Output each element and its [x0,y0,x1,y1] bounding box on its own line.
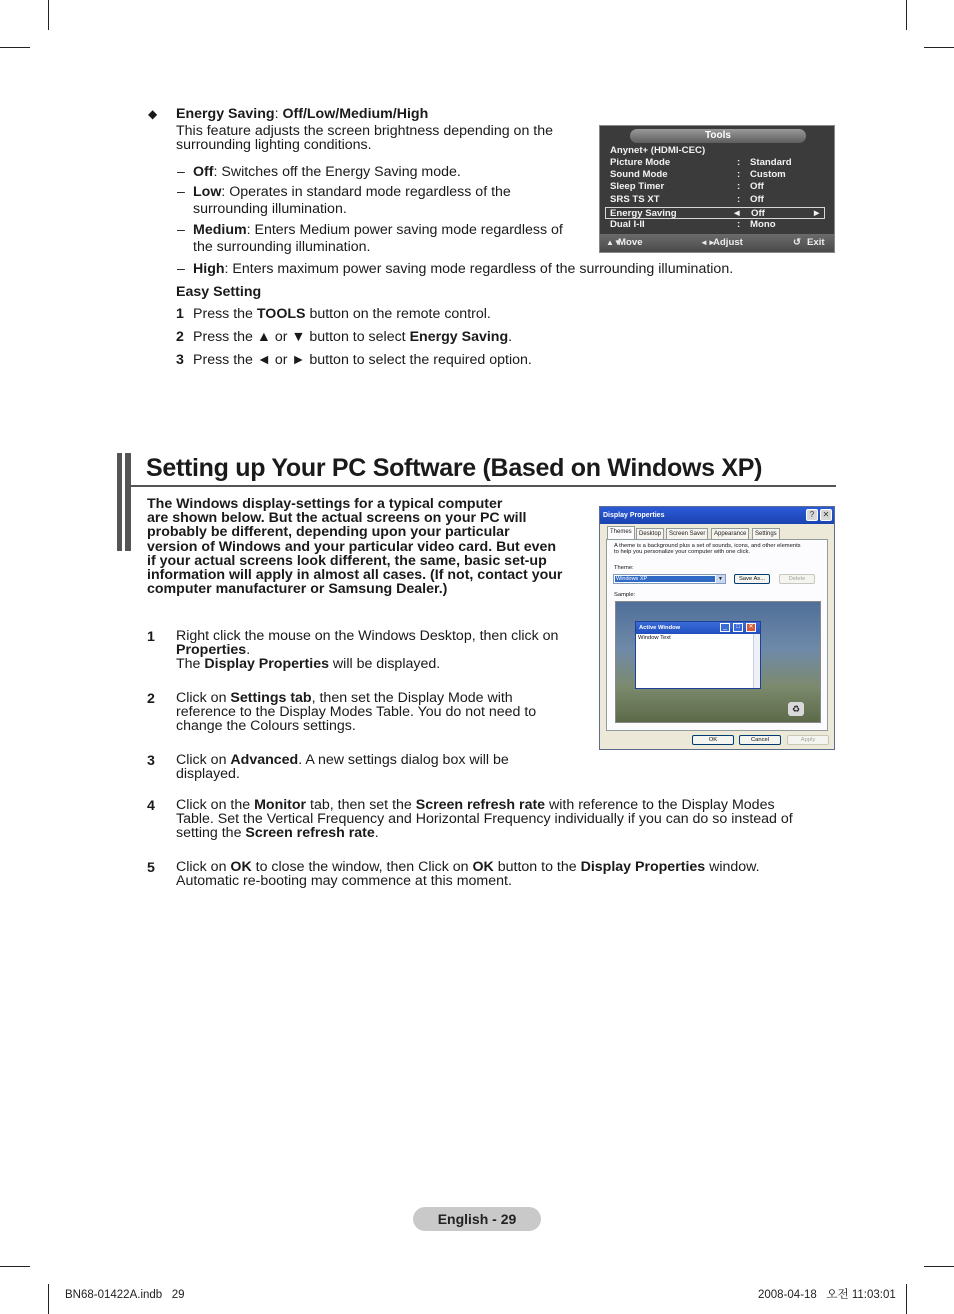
osd-row-value: Custom [750,169,786,180]
step-text: Click on the [176,797,255,813]
theme-desc-line: A theme is a background plus a set of sounds, icons, and other elements [614,543,801,549]
osd-row-label: Sleep Timer [610,181,665,192]
option-text: : Enters Medium power saving mode regardless of [246,222,563,238]
save-as-button[interactable]: Save As... [734,574,770,584]
maximize-icon: □ [733,623,743,632]
osd-footer-exit: Exit [807,237,825,248]
step-text: setting the [176,825,246,842]
tab-appearance[interactable]: Appearance [711,528,749,539]
scrollbar [753,634,760,688]
option-text-cont: the surrounding illumination. [193,239,371,256]
section-intro [147,497,562,596]
delete-button[interactable]: Delete [779,574,815,584]
step-bold: TOOLS [256,306,306,322]
option-text: : Switches off the Energy Saving mode. [213,164,461,180]
intro-line: The Windows display-settings for a typical computer [147,496,503,512]
step-number: 1 [176,306,184,322]
osd-row-label: Energy Saving [610,208,677,219]
dash: – [177,261,185,277]
step-text: with reference to the Display Modes [545,797,775,813]
easy-step-1 [176,305,491,324]
crop-mark [924,47,954,48]
osd-row-value: Off [751,208,765,219]
option-text: : Enters maximum power saving mode regardless of the surrounding illumination. [224,261,734,277]
osd-title: Tools [630,129,806,143]
step-line: displayed. [176,766,240,783]
step-text: . [246,642,251,659]
step-number: 3 [176,352,184,368]
up-down-arrow-icon: ▲▼ [606,238,622,247]
energy-option-medium [177,221,563,256]
intro-line: probably be different, depending upon your particular [147,524,510,541]
active-window-title: Active Window [636,622,760,634]
step-bold: Display Properties [204,656,329,673]
file-info: BN68-01422A.indb 29 [65,1289,185,1301]
pc-step-2 [147,690,537,735]
easy-step-3 [176,351,532,370]
energy-heading-sep: : [274,106,283,122]
theme-select[interactable] [613,574,726,584]
close-icon: ✕ [746,623,756,632]
dash: – [177,222,185,238]
energy-option-off [177,163,461,182]
intro-line: version of Windows and your particular video card. But even [147,538,557,555]
dash: – [177,184,185,200]
crop-mark [48,1284,49,1314]
energy-desc-line: This feature adjusts the screen brightness depending on the [176,123,554,139]
tab-themes[interactable]: Themes [607,526,635,539]
osd-row-value: Off [750,194,764,205]
step-text: . [508,329,513,345]
energy-bullet: ◆ [148,107,158,121]
osd-row-label: Picture Mode [610,157,671,168]
step-text: Click on [176,752,231,768]
theme-sample-preview [615,601,821,723]
minimize-icon: _ [720,623,730,632]
crop-mark [906,0,907,30]
option-term: Off [193,164,214,180]
step-bold: Advanced [230,752,299,768]
step-text: Press the [193,306,257,322]
return-icon: ↺ [793,237,802,248]
help-button[interactable]: ? [806,509,818,521]
dash: – [177,164,185,180]
osd-row-label: Sound Mode [610,169,668,180]
step-bold: Monitor [254,797,307,813]
osd-row-value: Standard [750,157,792,168]
step-line [176,753,509,767]
easy-step-2 [176,328,513,347]
energy-heading [176,105,428,124]
energy-desc-line: surrounding lighting conditions. [176,137,372,154]
osd-footer-move: Move [618,237,643,248]
energy-option-high [177,260,734,279]
energy-heading-options: Off/Low/Medium/High [282,106,429,122]
tools-osd-menu [599,125,835,253]
theme-select-value: Windows XP [615,576,715,582]
step-number: 2 [176,329,184,345]
step-line [176,826,793,840]
osd-row[interactable] [609,181,827,193]
step-bold: Properties [176,642,247,659]
intro-line: are shown below. But the actual screens on your PC will [147,510,527,527]
crop-mark [924,1266,954,1267]
tab-screen-saver[interactable]: Screen Saver [666,528,708,539]
step-line [176,798,793,812]
step-bold: Screen refresh rate [415,797,546,813]
option-term: Low [193,184,222,200]
step-number: 2 [147,691,155,707]
left-right-arrow-icon: ◄► [700,238,716,247]
right-arrow-icon[interactable]: ► [812,208,822,219]
step-text: . [374,825,379,842]
osd-row-colon: : [737,181,741,192]
pc-step-4 [147,797,793,842]
step-text: Press the ◄ or ► button to select the required option. [193,352,532,368]
section-marker-bar [117,453,122,551]
step-bold: OK [472,859,494,875]
option-text: : Operates in standard mode regardless of the [221,184,511,200]
step-line: Right click the mouse on the Windows Desktop, then click on [176,628,559,644]
option-term: Medium [193,222,247,238]
step-bold: Display Properties [580,859,706,875]
step-line: change the Colours settings. [176,718,356,735]
close-button[interactable]: ✕ [820,509,832,521]
apply-button[interactable]: Apply [787,735,829,745]
sample-label: Sample: [614,592,636,598]
page-number-badge: English - 29 [413,1207,541,1231]
option-term: High [193,261,225,277]
step-bold: Settings tab [230,690,312,706]
step-text: will be displayed. [328,656,441,673]
theme-description [614,544,801,556]
osd-row-value: Off [750,181,764,192]
crop-mark [906,1284,907,1314]
section-title-rule [131,485,836,487]
crop-mark [0,47,30,48]
osd-row-label: Dual I-II [610,219,645,230]
pc-step-5 [147,859,760,890]
step-line [176,657,558,671]
osd-footer [600,234,834,252]
step-text: Click on [176,690,231,706]
window-text: Window Text [638,635,671,641]
tab-desktop[interactable]: Desktop [636,528,664,539]
intro-line: computer manufacturer or Samsung Dealer.) [147,581,448,598]
crop-mark [0,1266,30,1267]
themes-panel [606,539,828,731]
osd-row[interactable] [609,169,827,181]
osd-row-selected[interactable] [605,207,825,219]
step-text: button to the [493,859,581,875]
chevron-down-icon[interactable]: ▼ [716,575,725,583]
step-number: 4 [147,798,155,814]
step-text: tab, then set the [306,797,416,813]
step-text: to close the window, then Click on [251,859,473,875]
theme-label: Theme: [614,565,634,571]
tab-settings[interactable]: Settings [752,528,780,539]
step-number: 3 [147,753,155,769]
osd-row-colon: : [737,219,741,230]
step-text: The [176,656,205,673]
step-text: window. [705,859,760,875]
step-number: 5 [147,860,155,876]
step-line [176,691,536,705]
osd-row-label: SRS TS XT [610,194,660,205]
crop-mark [48,0,49,30]
left-arrow-icon[interactable]: ◄ [732,208,742,219]
active-window-preview [635,621,761,689]
step-text: Press the ▲ or ▼ button to select [193,329,410,345]
step-number: 1 [147,629,155,645]
section-marker-bar [125,453,131,551]
pc-step-1 [147,628,559,673]
step-line [176,860,760,874]
print-date: 2008-04-18 오전 11:03:01 [758,1289,896,1301]
intro-line: if your actual screens look different, the same, basic set-up [147,552,547,569]
easy-setting-heading: Easy Setting [176,284,262,300]
energy-heading-label: Energy Saving [176,106,275,122]
step-line: Table. Set the Vertical Frequency and Horizontal Frequency individually if you can do so instead of [176,811,793,828]
energy-option-low [177,183,511,218]
osd-row-label: Anynet+ (HDMI-CEC) [610,145,706,156]
step-text: , then set the Display Mode with [311,690,513,706]
osd-row-colon: : [737,194,741,205]
cancel-button[interactable]: Cancel [739,735,781,745]
osd-row-value: Mono [750,219,776,230]
energy-description [176,124,553,152]
pc-step-3 [147,752,509,783]
step-text: . A new settings dialog box will be [298,752,509,768]
osd-row-colon: : [737,157,741,168]
dialog-title: Display Properties [600,507,834,524]
osd-row-colon: : [737,169,741,180]
recycle-bin-icon: ♻ [788,702,804,716]
section-title: Setting up Your PC Software (Based on Windows XP) [146,454,763,482]
step-text: button on the remote control. [305,306,491,322]
intro-line: information will apply in almost all cases. (If not, contact your [147,567,563,584]
osd-footer-adjust: Adjust [713,237,743,248]
option-text-cont: surrounding illumination. [193,201,347,218]
step-bold: Screen refresh rate [245,825,375,842]
theme-desc-line: to help you personalize your computer with one click. [614,548,750,555]
osd-row[interactable] [609,219,827,231]
display-properties-dialog [599,506,835,750]
step-bold: Energy Saving [409,329,509,345]
osd-row[interactable] [609,157,827,169]
step-line [176,643,558,657]
osd-row[interactable] [609,194,827,206]
step-text: Click on [176,859,231,875]
osd-row[interactable] [609,145,827,157]
step-line: reference to the Display Modes Table. You do not need to [176,704,537,721]
step-line: Automatic re-booting may commence at this moment. [176,873,512,890]
ok-button[interactable]: OK [692,735,734,745]
step-bold: OK [230,859,252,875]
